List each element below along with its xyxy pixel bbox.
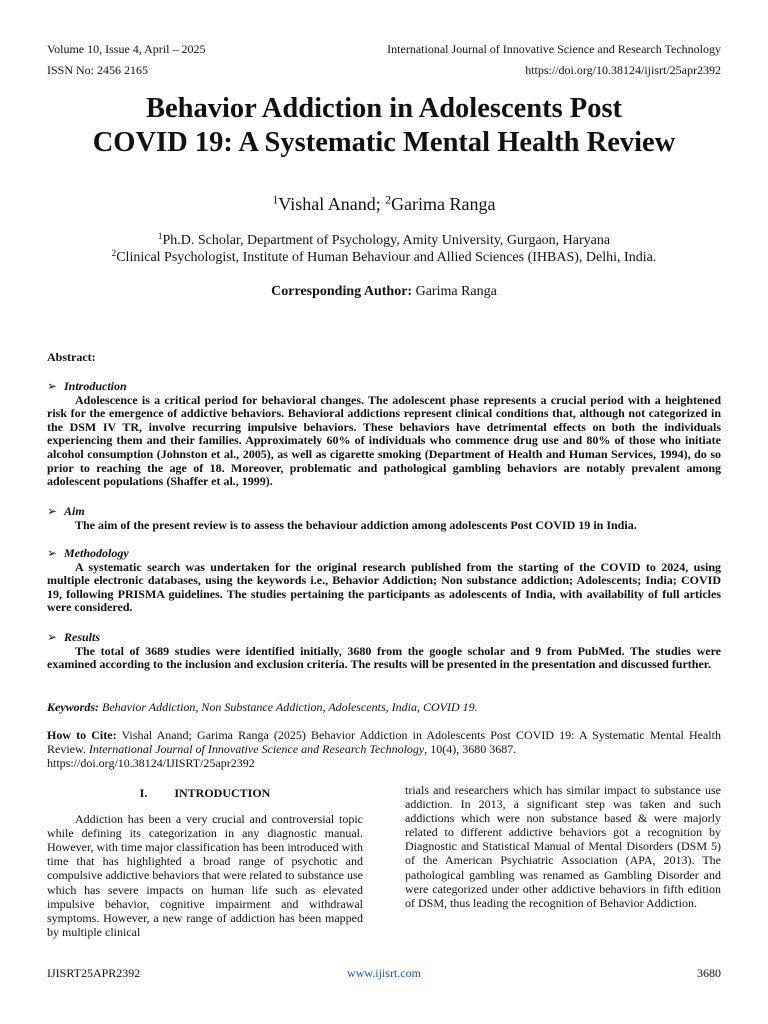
page-number: 3680: [697, 966, 721, 980]
author-1-number: 1: [272, 193, 279, 207]
keywords: [47, 700, 721, 715]
cite-journal: International Journal of Innovative Science and Research Technology: [88, 742, 425, 757]
cite-doi-link[interactable]: https://doi.org/10.38124/IJISRT/25apr2392: [47, 756, 255, 771]
abstract-method-text: A systematic search was undertaken for the original research published from the starting of the COVID to 2024, using multiple electronic databases, using the keywords i.e., Behavior Addiction; Non substance addiction; Adolescents; India; COVID 19, following PRISMA guidelines. The studies pertaining the participants as adolescents of India, with availability of full articles were considered.: [47, 559, 721, 615]
footer-article-id: IJISRT25APR2392: [47, 966, 141, 980]
affiliation-2-text: Clinical Psychologist, Institute of Human Behaviour and Allied Sciences (IHBAS), Delhi, India.: [116, 250, 657, 265]
author-1: Vishal Anand;: [278, 194, 386, 214]
cite-text-2: , 10(4), 3680 3687.: [424, 742, 517, 757]
affiliation-2-number: 2: [111, 248, 117, 258]
author-2-number: 2: [385, 193, 392, 207]
intro-right-paragraph: trials and researchers which has similar impact to substance use addiction. In 2013, a significant step was taken and such addictions which were non substance based & were majorly related to different addictive behaviors got a recognition by Diagnostic and Statistical Manual of Mental Disorders (DSM 5) of the American Psychiatric Association (APA, 2013). The pathological gambling was renamed as Gambling Disorder and were categorized under other addictive behaviors in fifth edition of DSM, thus leading the recognition of Behavior Addiction.: [405, 783, 721, 910]
arrow-bullet-icon: ➢: [47, 504, 58, 518]
abstract-intro-text: Adolescence is a critical period for behavioral changes. The adolescent phase represents a crucial period with a heightened risk for the emergence of addictive behaviors. Behavioral addictions represent clinical conditions that, although not categorized in the DSM IV TR, involve recurring impulsive behaviors. These behaviors have detrimental effects on both the individuals experiencing them and their families. Approximately 60% of individuals who commence drug use and 80% of those who initiate alcohol consumption (Johnston et al., 2005), as well as cigarette smoking (Department of Health and Human Services, 1994), do so prior to reaching the age of 18. Moreover, problematic and pathological gambling behaviors are notably prevalent among adolescent populations (Shaffer et al., 1999).: [47, 392, 721, 489]
volume-info: Volume 10, Issue 4, April – 2025: [47, 42, 206, 56]
affiliation-1-number: 1: [157, 231, 163, 241]
abstract-aim-text: The aim of the present review is to assess the behaviour addiction among adolescents Post COVID 19 in India.: [75, 517, 637, 532]
intro-section-title: INTRODUCTION: [174, 786, 271, 800]
abstract-intro-heading: Introduction: [64, 379, 127, 393]
intro-left-column: [47, 786, 363, 939]
corresponding-author-name: Garima Ranga: [412, 284, 497, 299]
intro-section-number: I.: [139, 786, 148, 800]
doi-link[interactable]: https://doi.org/10.38124/ijisrt/25apr2392: [525, 63, 721, 77]
corresponding-author-label: Corresponding Author:: [271, 284, 413, 299]
journal-name: International Journal of Innovative Science and Research Technology: [387, 42, 721, 56]
abstract-introduction: [47, 380, 721, 489]
keywords-text: Behavior Addiction, Non Substance Addiction, Adolescents, India, COVID 19.: [99, 700, 478, 714]
title-line-1: Behavior Addiction in Adolescents Post: [145, 93, 623, 124]
cite-label: How to Cite:: [47, 728, 117, 742]
arrow-bullet-icon: ➢: [47, 630, 58, 644]
arrow-bullet-icon: ➢: [47, 546, 58, 560]
intro-left-paragraph: Addiction has been a very crucial and controversial topic while defining its categorization in any diagnostic manual. However, with time major classification has been introduced with time that has highlighted a broad range of psychotic and compulsive addictive behaviors that were related to substance use which has severe impacts on human life such as elevated impulsive behavior, cognitive impairment and withdrawal symptoms. However, a new range of addiction has been mapped by multiple clinical: [47, 812, 363, 939]
affiliation-1: [0, 233, 768, 249]
abstract-results: [47, 631, 721, 672]
abstract-results-text: The total of 3689 studies were identified initially, 3680 from the google scholar and 9 from PubMed. The studies were examined according to the inclusion and exclusion criteria. The results will be presented in the presentation and discussed further.: [47, 643, 721, 672]
abstract-method-heading: Methodology: [64, 546, 129, 560]
abstract-label: Abstract:: [47, 350, 96, 364]
intro-heading: [47, 786, 363, 800]
abstract-methodology: [47, 547, 721, 615]
abstract-aim-heading: Aim: [64, 504, 85, 518]
footer-website-link[interactable]: www.ijisrt.com: [347, 966, 421, 980]
affiliation-2: [0, 250, 768, 266]
title-line-2: COVID 19: A Systematic Mental Health Review: [92, 127, 676, 158]
how-to-cite: [47, 728, 721, 771]
affiliation-1-text: Ph.D. Scholar, Department of Psychology, Amity University, Gurgaon, Haryana: [162, 233, 611, 248]
abstract-results-heading: Results: [64, 630, 101, 644]
arrow-bullet-icon: ➢: [47, 379, 58, 393]
keywords-label: Keywords:: [47, 700, 99, 714]
cite-text-1: Vishal Anand; Garima Ranga (2025) Behavior Addiction in Adolescents Post COVID 19: A Systematic Mental Health Review.: [47, 728, 721, 757]
author-2: Garima Ranga: [391, 194, 496, 214]
issn: ISSN No: 2456 2165: [47, 63, 149, 77]
corresponding-author: [0, 284, 768, 300]
intro-right-column: [405, 783, 721, 910]
page-title: [0, 92, 768, 160]
abstract-aim: [47, 505, 721, 532]
authors: [0, 194, 768, 215]
